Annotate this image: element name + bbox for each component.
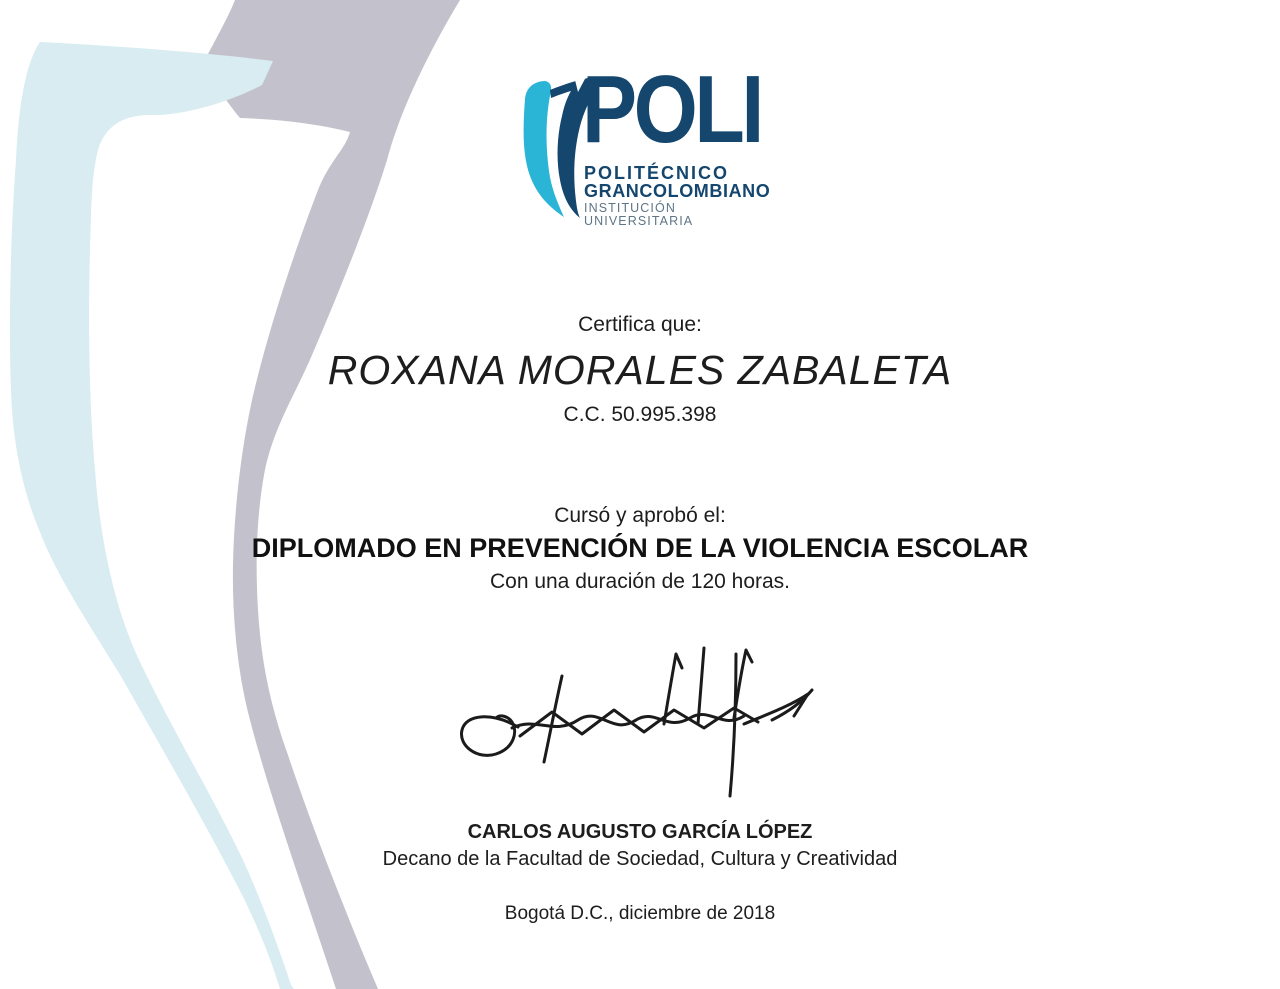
course-label: Cursó y aprobó el: (554, 504, 726, 527)
logo-line-institucion: INSTITUCIÓN UNIVERSITARIA (584, 201, 694, 228)
logo-line-grancolombiano: GRANCOLOMBIANO (584, 181, 771, 201)
recipient-name: ROXANA MORALES ZABALETA (327, 347, 953, 393)
logo-wordmark: POLI (582, 56, 761, 163)
course-title: DIPLOMADO EN PREVENCIÓN DE LA VIOLENCIA ESCOLAR (251, 533, 1029, 563)
signature-image (452, 624, 838, 810)
signer-name: CARLOS AUGUSTO GARCÍA LÓPEZ (467, 821, 813, 843)
poli-logo (518, 56, 778, 228)
logo-line-politecnico: POLITÉCNICO (584, 163, 730, 183)
recipient-id-number: C.C. 50.995.398 (563, 403, 717, 426)
poli-logo-text (582, 56, 782, 228)
signer-title: Decano de la Facultad de Sociedad, Cultura y Creatividad (382, 848, 898, 870)
certifies-label: Certifica que: (578, 313, 702, 336)
course-duration: Con una duración de 120 horas. (489, 570, 791, 593)
place-and-date: Bogotá D.C., diciembre de 2018 (504, 903, 776, 924)
